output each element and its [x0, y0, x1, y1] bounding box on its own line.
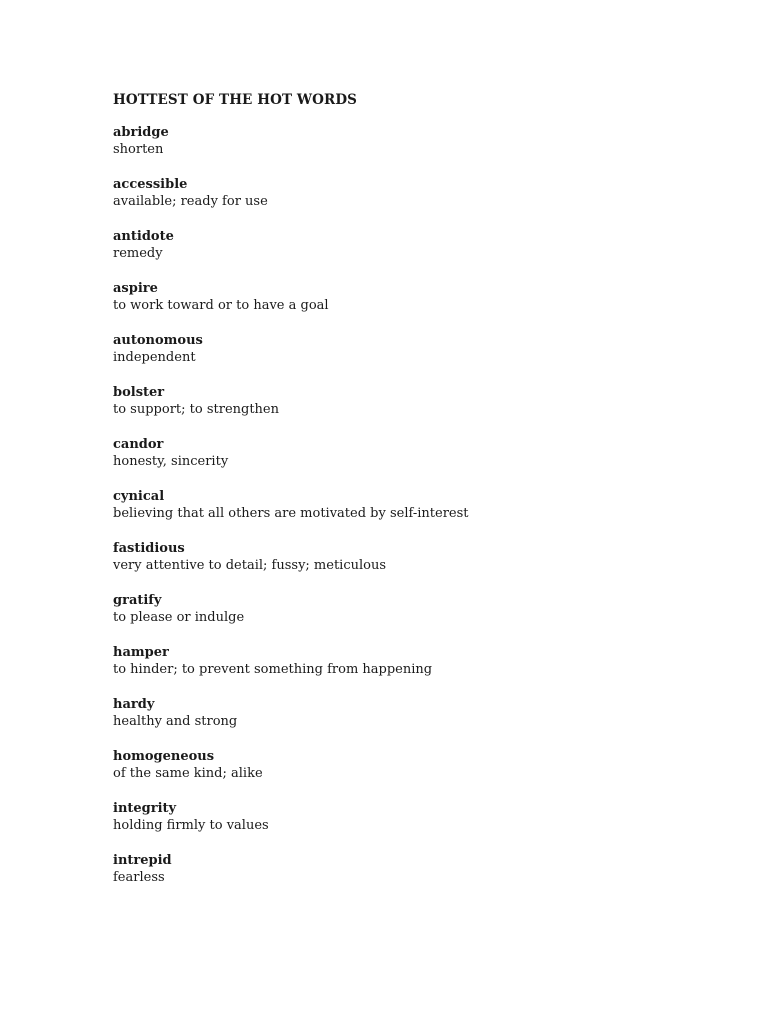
- word-entry: [113, 592, 713, 644]
- entry-definition: holding firmly to values: [113, 818, 269, 833]
- entry-word: intrepid: [113, 853, 172, 868]
- word-entry: [113, 540, 713, 592]
- entry-definition: to hinder; to prevent something from happening: [113, 662, 433, 677]
- entry-word: integrity: [113, 801, 177, 816]
- entry-word: accessible: [113, 177, 188, 192]
- entry-definition: very attentive to detail; fussy; meticulous: [113, 558, 387, 573]
- entry-word: candor: [113, 437, 164, 452]
- word-entry: [113, 436, 713, 488]
- entry-definition: remedy: [113, 246, 163, 261]
- entry-definition: healthy and strong: [113, 714, 238, 729]
- entry-word: abridge: [113, 125, 169, 140]
- word-entry: [113, 228, 713, 280]
- entry-definition: honesty, sincerity: [113, 454, 229, 469]
- entry-word: homogeneous: [113, 749, 215, 764]
- entry-definition: to support; to strengthen: [113, 402, 279, 417]
- word-entry: [113, 332, 713, 384]
- entry-definition: independent: [113, 350, 196, 365]
- word-entry: [113, 384, 713, 436]
- entry-word: bolster: [113, 385, 165, 400]
- entry-word: cynical: [113, 489, 165, 504]
- entry-word: hamper: [113, 645, 169, 660]
- entry-word: antidote: [113, 229, 174, 244]
- entry-word: hardy: [113, 697, 155, 712]
- word-entry: [113, 800, 713, 852]
- entry-word: autonomous: [113, 333, 203, 348]
- word-entry: [113, 852, 713, 904]
- entry-word: aspire: [113, 281, 158, 296]
- entry-definition: to please or indulge: [113, 610, 245, 625]
- entry-definition: believing that all others are motivated by self-interest: [113, 506, 469, 521]
- word-list: [113, 124, 713, 904]
- document-page: [113, 90, 713, 904]
- entry-definition: available; ready for use: [113, 194, 268, 209]
- document-title: HOTTEST OF THE HOT WORDS: [113, 92, 358, 108]
- entry-definition: of the same kind; alike: [113, 766, 263, 781]
- entry-word: gratify: [113, 593, 162, 608]
- entry-definition: fearless: [113, 870, 165, 885]
- word-entry: [113, 124, 713, 176]
- entry-definition: to work toward or to have a goal: [113, 298, 329, 313]
- word-entry: [113, 280, 713, 332]
- word-entry: [113, 696, 713, 748]
- entry-definition: shorten: [113, 142, 164, 157]
- entry-word: fastidious: [113, 541, 185, 556]
- word-entry: [113, 176, 713, 228]
- word-entry: [113, 748, 713, 800]
- word-entry: [113, 488, 713, 540]
- word-entry: [113, 644, 713, 696]
